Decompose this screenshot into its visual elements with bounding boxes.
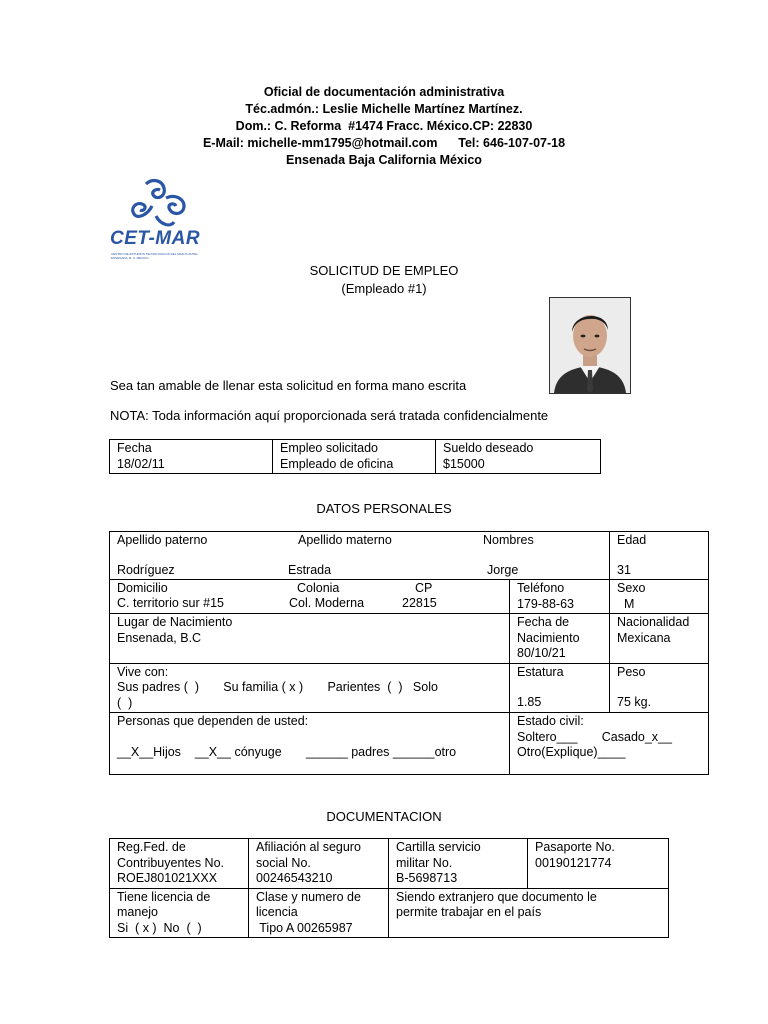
pasaporte-cell [528, 839, 669, 889]
licencia-label-1: Tiene licencia de [117, 889, 211, 904]
estado-civil-options: Soltero___ Casado_x__ [517, 729, 672, 744]
cetmar-logo [108, 176, 218, 262]
nombres-label: Nombres [483, 533, 534, 547]
imss-cell [249, 839, 389, 889]
estado-civil-otro: Otro(Explique)____ [517, 745, 626, 759]
logo-text: CET-MAR [110, 228, 201, 249]
pasaporte-value: 00190121774 [535, 855, 612, 870]
edad-cell [610, 532, 709, 580]
estatura-label: Estatura [517, 664, 564, 679]
form-subtitle: (Empleado #1) [341, 281, 427, 296]
extranjero-label-1: Siendo extranjero que documento le [396, 889, 597, 904]
form-title: SOLICITUD DE EMPLEO [309, 263, 459, 278]
extranjero-cell [389, 888, 669, 938]
person-photo-icon [550, 298, 630, 393]
job-table [109, 439, 601, 474]
fecha-value: 18/02/11 [117, 456, 165, 471]
header-line-3: Dom.: C. Reforma #1474 Fracc. México.CP: 22830 [235, 119, 533, 133]
peso-value: 75 kg. [617, 695, 652, 709]
rfc-label-2: Contribuyentes No. [117, 855, 225, 870]
fecha-nac-value: 80/10/21 [517, 646, 566, 660]
vive-con-label: Vive con: [117, 664, 169, 679]
rfc-cell [110, 839, 249, 889]
rfc-value: ROEJ801021XXX [117, 871, 218, 885]
apellido-materno-value: Estrada [288, 563, 332, 577]
documentation-table [109, 838, 669, 938]
sexo-value: M [624, 596, 635, 611]
letterhead [0, 84, 768, 169]
colonia-value: Col. Moderna [289, 596, 365, 610]
personal-table [109, 531, 709, 775]
lugar-value: Ensenada, B.C [117, 630, 202, 645]
fecha-nacimiento-cell [510, 614, 610, 664]
estatura-value: 1.85 [517, 695, 542, 709]
empleo-value: Empleado de oficina [280, 456, 394, 471]
nacionalidad-label: Nacionalidad [617, 615, 690, 629]
logo-swirl-icon [108, 176, 218, 232]
nombres-value: Jorge [487, 563, 519, 577]
vive-con-cell [110, 663, 510, 713]
sueldo-label: Sueldo deseado [443, 441, 534, 455]
sueldo-value: $15000 [443, 456, 485, 471]
domicilio-label: Domicilio [117, 581, 168, 595]
vive-con-options-2: ( ) [117, 695, 133, 710]
logo-subtitle: CENTRO DE ESTUDIOS TECNOLOGICOS DEL MAR PLANTEL ENSENADA, B. C. MEXICO [111, 252, 198, 260]
cartilla-value: B-5698713 [396, 871, 458, 885]
cp-label: CP [415, 581, 433, 595]
licencia-value: Si ( x ) No ( ) [117, 920, 202, 935]
estatura-cell [510, 663, 610, 713]
sexo-label: Sexo [617, 581, 646, 595]
lugar-label: Lugar de Nacimiento [117, 615, 233, 629]
peso-label: Peso [617, 664, 646, 679]
fecha-cell [110, 440, 273, 474]
nacionalidad-cell [610, 614, 709, 664]
header-line-1: Oficial de documentación administrativa [263, 85, 505, 99]
pasaporte-label: Pasaporte No. [535, 840, 615, 854]
estado-civil-label: Estado civil: [517, 714, 584, 728]
estado-civil-cell [510, 713, 709, 775]
apellido-paterno-value: Rodríguez [117, 563, 175, 577]
imss-value: 00246543210 [256, 871, 333, 885]
cartilla-cell [389, 839, 528, 889]
clase-licencia-cell [249, 888, 389, 938]
header-line-5: Ensenada Baja California México [286, 153, 482, 167]
telefono-value: 179-88-63 [517, 596, 574, 611]
telefono-label: Teléfono [517, 581, 565, 595]
nombre-cell [110, 532, 610, 580]
cartilla-label-2: militar No. [396, 855, 453, 870]
datos-personales-heading: DATOS PERSONALES [316, 501, 452, 516]
header-line-2: Téc.admón.: Leslie Michelle Martínez Martínez. [245, 102, 523, 116]
dependientes-cell [110, 713, 510, 775]
licencia-cell [110, 888, 249, 938]
applicant-photo [549, 297, 631, 394]
cp-value: 22815 [402, 596, 437, 610]
dependientes-label: Personas que dependen de usted: [117, 714, 309, 728]
extranjero-label-2: permite trabajar en el país [396, 905, 542, 919]
apellido-paterno-label: Apellido paterno [117, 533, 208, 547]
licencia-label-2: manejo [117, 905, 158, 919]
imss-label-2: social No. [256, 855, 311, 870]
edad-value: 31 [617, 562, 631, 577]
fecha-nac-label-1: Fecha de [517, 615, 570, 629]
clase-value: Tipo A 00265987 [256, 920, 353, 935]
peso-cell [610, 663, 709, 713]
header-line-4: E-Mail: michelle-mm1795@hotmail.com Tel: 646-107-07-18 [202, 136, 566, 150]
sexo-cell [610, 580, 709, 614]
clase-label-2: licencia [256, 905, 298, 919]
telefono-cell [510, 580, 610, 614]
empleo-cell [273, 440, 436, 474]
confidentiality-note: NOTA: Toda información aquí proporcionada será tratada confidencialmente [110, 408, 549, 423]
imss-label-1: Afiliación al seguro [256, 840, 361, 854]
nacionalidad-value: Mexicana [617, 630, 671, 645]
instruction-text: Sea tan amable de llenar esta solicitud en forma mano escrita [110, 378, 467, 393]
fecha-nac-label-2: Nacimiento [517, 630, 580, 645]
clase-label-1: Clase y numero de [256, 889, 361, 904]
sueldo-cell [436, 440, 601, 474]
domicilio-value: C. territorio sur #15 [117, 596, 224, 610]
fecha-label: Fecha [117, 441, 152, 455]
edad-label: Edad [617, 533, 647, 547]
apellido-materno-label: Apellido materno [298, 533, 392, 547]
empleo-label: Empleo solicitado [280, 441, 378, 455]
colonia-label: Colonia [297, 581, 340, 595]
rfc-label-1: Reg.Fed. de [117, 840, 186, 854]
documentacion-heading: DOCUMENTACION [326, 809, 442, 824]
dependientes-options: __X__Hijos __X__ cónyuge ______ padres ______otro [117, 744, 457, 759]
lugar-cell [110, 614, 510, 664]
vive-con-options: Sus padres ( ) Su familia ( x ) Parientes ( ) Solo [117, 680, 438, 694]
domicilio-cell [110, 580, 510, 614]
cartilla-label-1: Cartilla servicio [396, 840, 481, 854]
